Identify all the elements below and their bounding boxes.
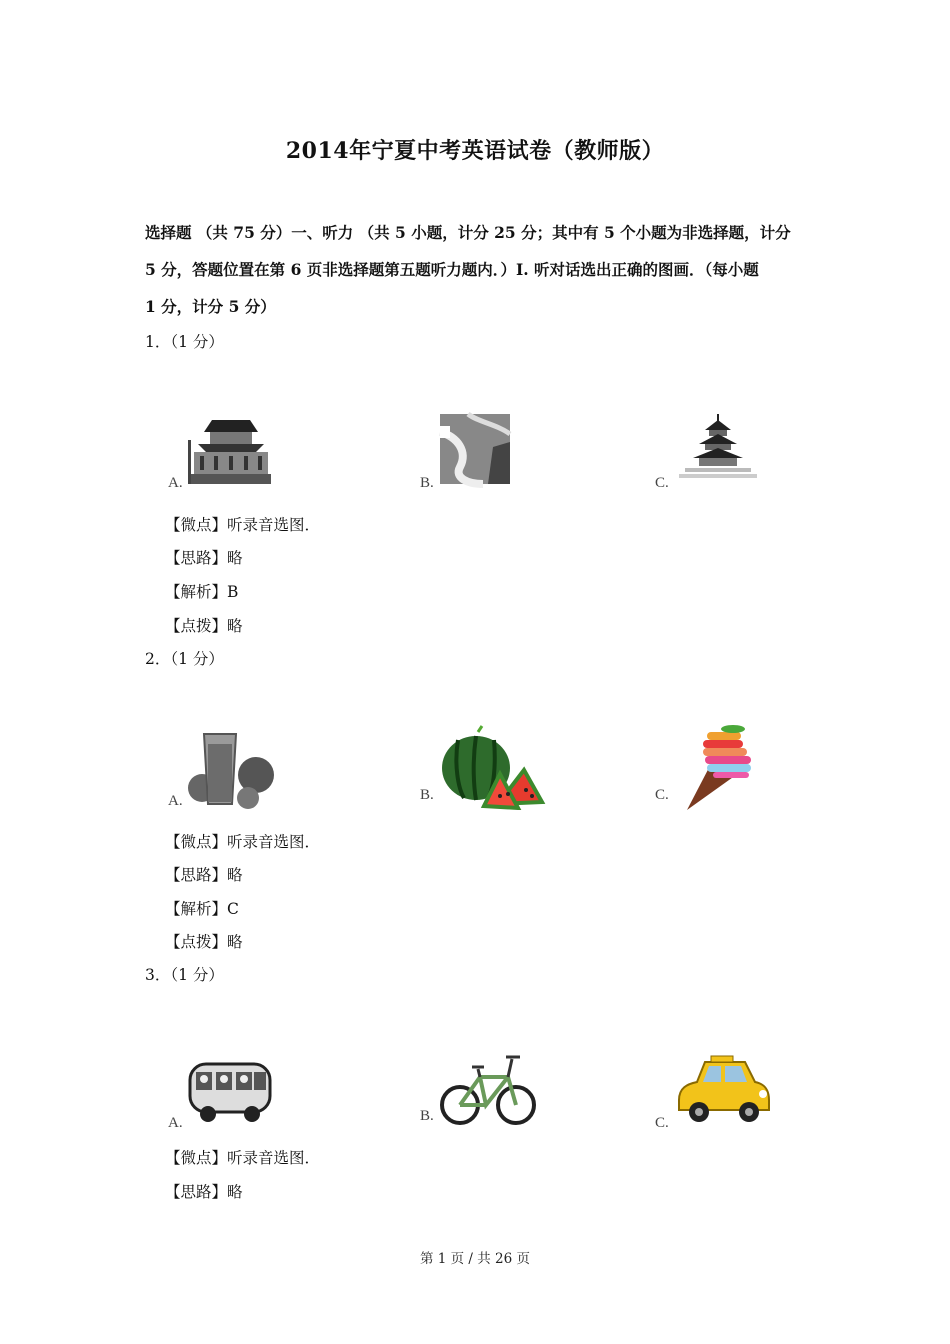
answer-analysis: 【解析】C [165, 900, 239, 918]
approach: 【思路】略 [165, 549, 243, 567]
option-letter: A. [168, 1115, 183, 1131]
instructions-line: 1 分，计分 5 分） [145, 297, 276, 316]
option-letter: A. [168, 793, 183, 809]
option-b[interactable] [420, 724, 540, 804]
document-title: 2014年宁夏中考英语试卷（教师版） [285, 138, 665, 164]
tips: 【点拨】略 [165, 933, 243, 951]
approach: 【思路】略 [165, 1183, 243, 1201]
temple-of-heaven-icon [673, 412, 763, 488]
option-a[interactable] [168, 412, 288, 492]
micro-point: 【微点】听录音选图． [165, 1149, 321, 1167]
option-b[interactable] [420, 412, 540, 492]
bus-icon [186, 1052, 276, 1128]
option-letter: A. [168, 475, 183, 491]
option-c[interactable] [655, 1052, 775, 1132]
question-number: 1．（1 分） [145, 333, 224, 351]
option-letter: B. [420, 475, 434, 491]
bicycle-icon [438, 1045, 538, 1127]
juice-glass-icon [186, 730, 276, 810]
tiananmen-icon [186, 412, 276, 488]
option-c[interactable] [655, 412, 775, 492]
option-letter: B. [420, 1108, 434, 1124]
section-instructions [145, 214, 810, 325]
option-letter: C. [655, 1115, 669, 1131]
option-a[interactable] [168, 1052, 288, 1132]
page-footer: 第 1 页 / 共 26 页 [419, 1251, 531, 1267]
question-number: 3．（1 分） [145, 966, 224, 984]
micro-point: 【微点】听录音选图． [165, 833, 321, 851]
option-letter: B. [420, 787, 434, 803]
option-letter: C. [655, 787, 669, 803]
watermelon-icon [438, 724, 548, 810]
question-number: 2．（1 分） [145, 650, 224, 668]
answer-analysis: 【解析】B [165, 583, 239, 601]
taxi-car-icon [673, 1052, 773, 1128]
instructions-line: 选择题 （共 75 分）一、听力 （共 5 小题，计分 25 分；其中有 5 个小题为非选择题，计分 [145, 223, 791, 242]
option-b[interactable] [420, 1045, 540, 1125]
option-letter: C. [655, 475, 669, 491]
micro-point: 【微点】听录音选图． [165, 516, 321, 534]
option-c[interactable] [655, 724, 775, 804]
ice-cream-icon [673, 724, 763, 814]
great-wall-icon [438, 412, 528, 488]
tips: 【点拨】略 [165, 617, 243, 635]
approach: 【思路】略 [165, 866, 243, 884]
option-a[interactable] [168, 730, 288, 810]
instructions-line: 5 分，答题位置在第 6 页非选择题第五题听力题内．）I. 听对话选出正确的图画．（每小题 [145, 260, 759, 279]
